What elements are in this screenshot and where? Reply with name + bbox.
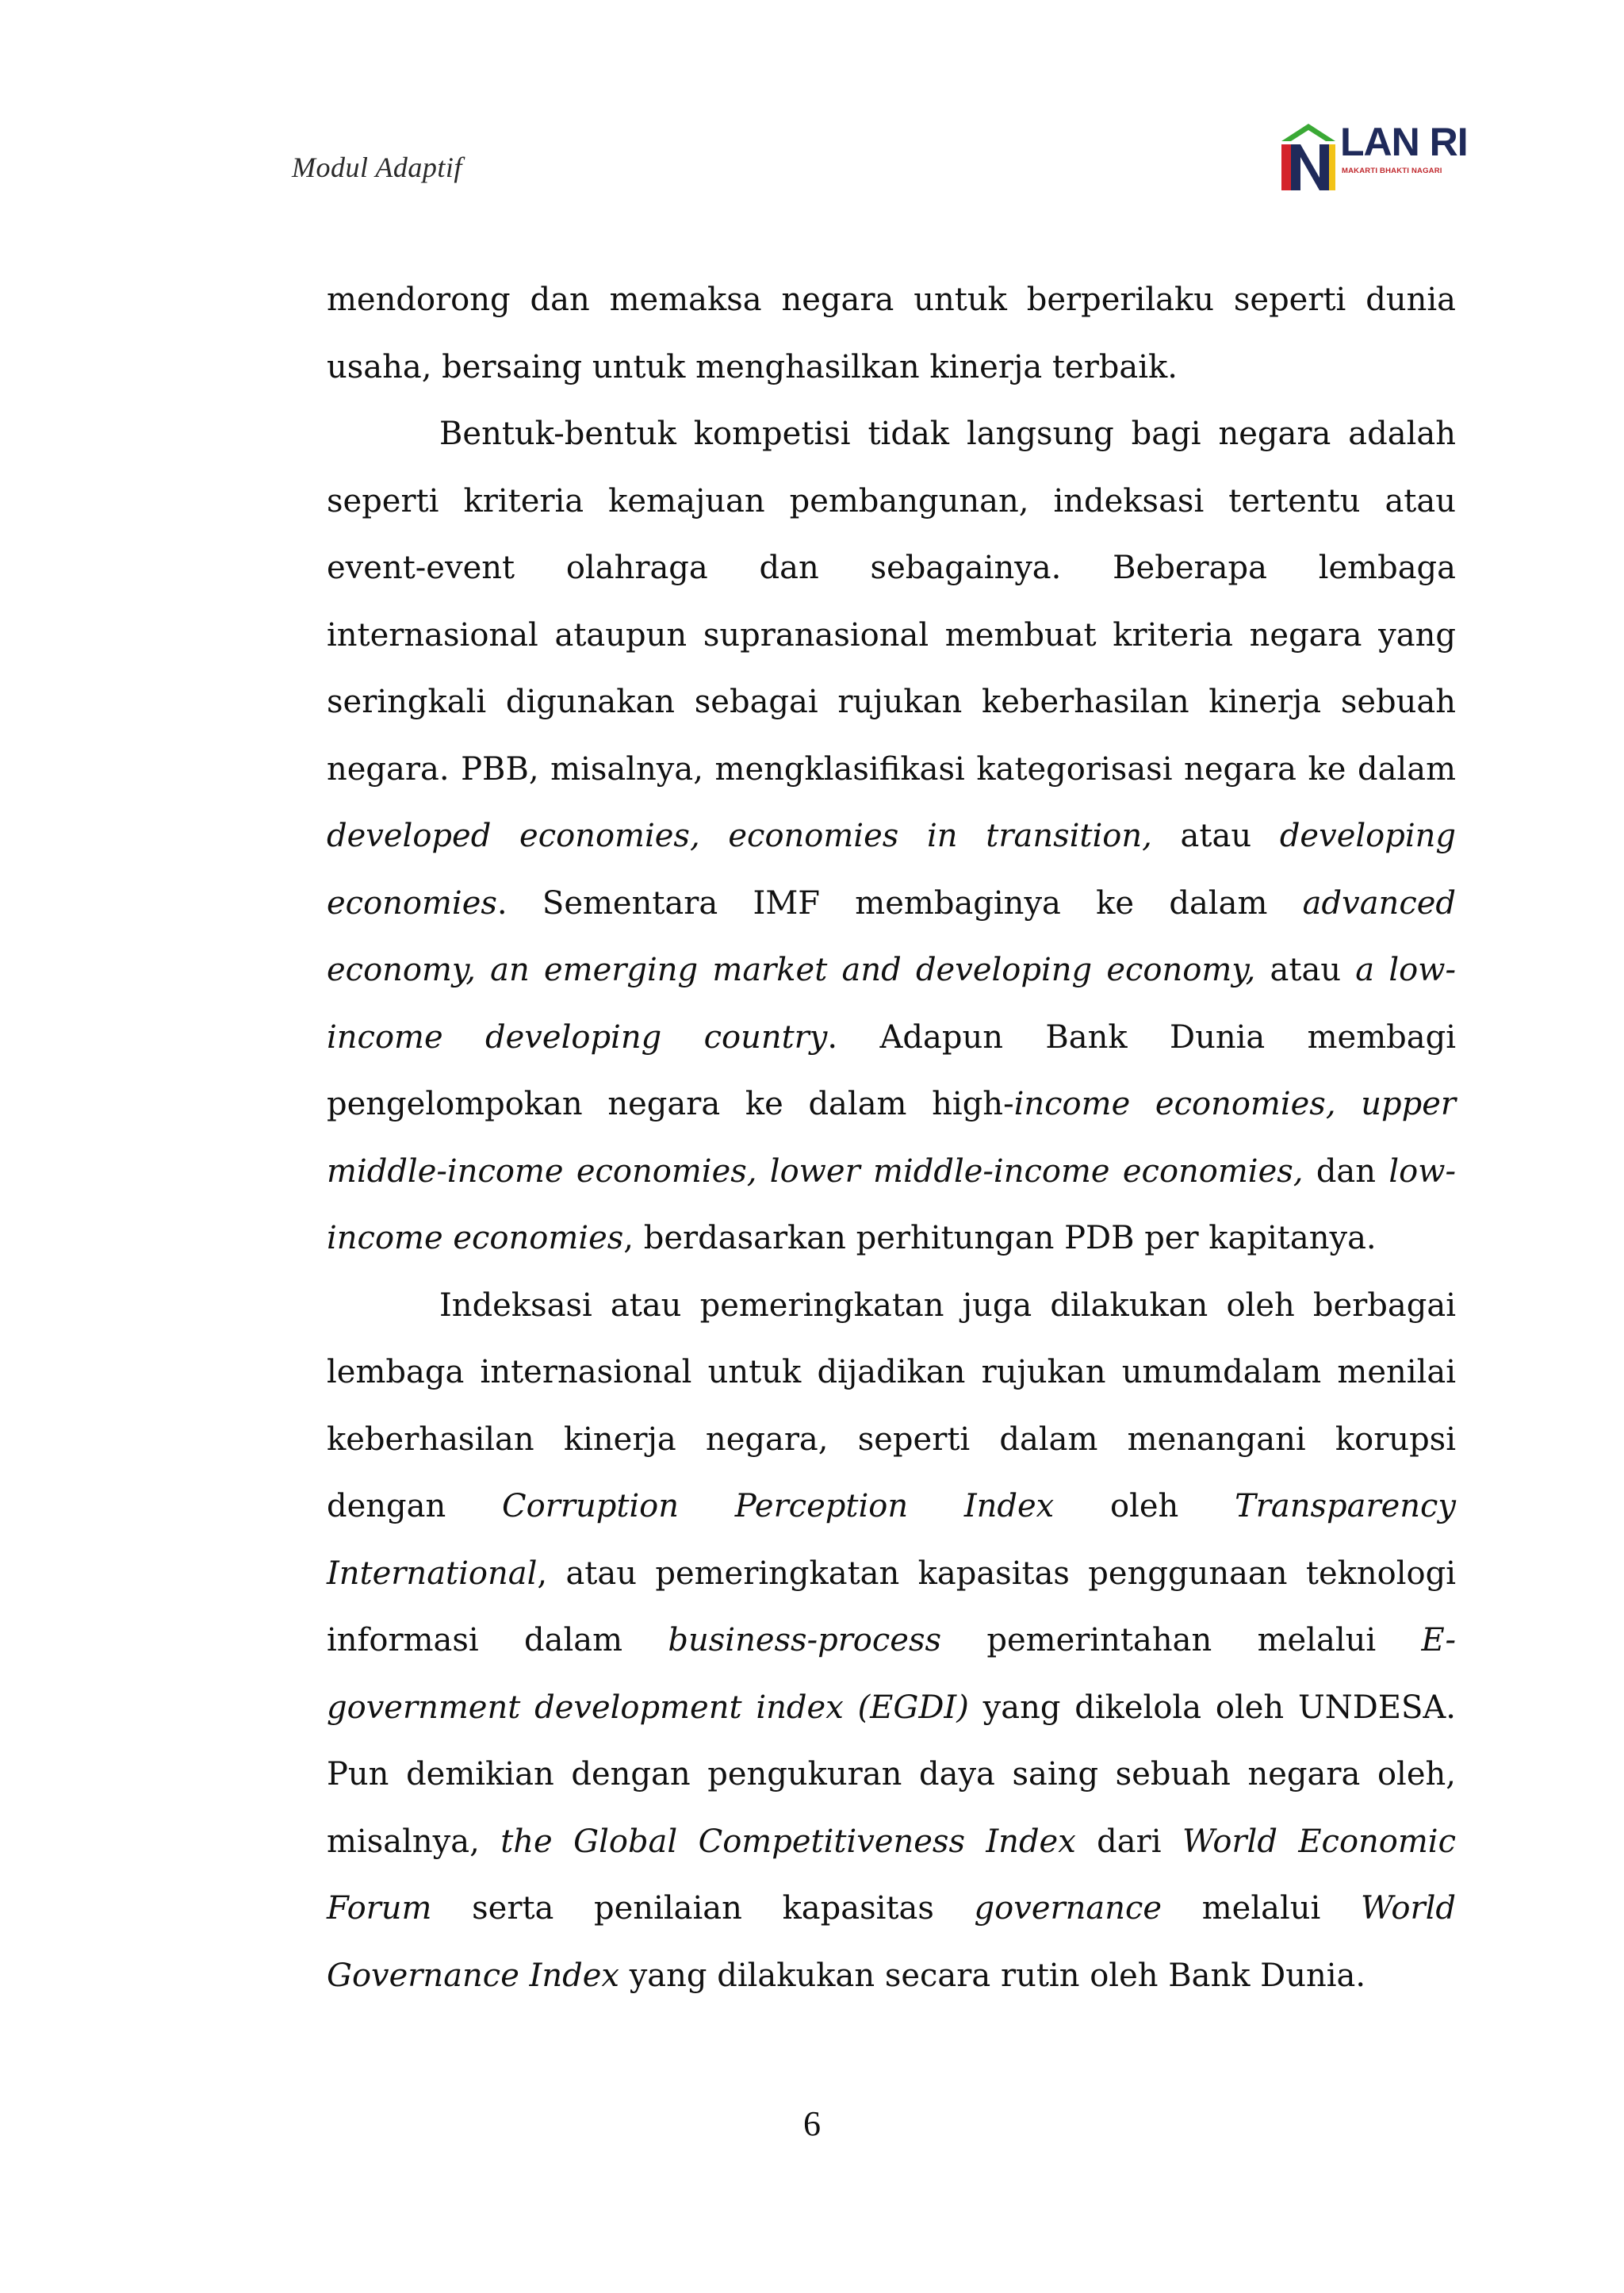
text-run: atau: [1255, 952, 1356, 988]
lan-ri-logo: [1277, 117, 1467, 197]
italic-text-run: income economies, upper middle-income economies, lower middle-income economies,: [327, 1086, 1456, 1190]
italic-text-run: low-income economies: [327, 1152, 1456, 1256]
italic-text-run: developed economies, economies in transition,: [327, 818, 1152, 854]
text-run: melalui: [1162, 1890, 1361, 1927]
text-run: Bentuk-bentuk kompetisi tidak langsung bagi negara adalah seperti kriteria kemajuan pembangunan, indeksasi tertentu atau event-event olahraga dan sebagainya. Beberapa lembaga internasional ataupun supranasional membuat kriteria negara yang seringkali digunakan sebagai rujukan keberhasilan kinerja sebuah negara. PBB, misalnya, mengklasifikasi kategorisasi negara ke dalam: [327, 416, 1456, 788]
paragraph-3: [327, 1272, 1456, 2010]
text-run: yang dilakukan secara rutin oleh Bank Dunia.: [619, 1957, 1366, 1994]
text-run: mendorong dan memaksa negara untuk berperilaku seperti dunia usaha, bersaing untuk menghasilkan kinerja terbaik.: [327, 282, 1456, 385]
text-run: atau: [1151, 818, 1280, 854]
text-run: dan: [1303, 1152, 1389, 1190]
text-run: , atau pemeringkatan kapasitas penggunaan teknologi informasi dalam: [327, 1555, 1456, 1658]
italic-text-run: World Economic Forum: [327, 1823, 1457, 1927]
paragraph-1: [327, 266, 1456, 401]
paragraph-2: [327, 401, 1456, 1272]
text-run: pemerintahan melalui: [941, 1622, 1422, 1658]
running-header-title: Modul Adaptif: [292, 151, 462, 183]
italic-text-run: governance: [974, 1890, 1162, 1927]
italic-text-run: Transparency International: [327, 1488, 1457, 1592]
text-run: yang dikelola oleh UNDESA. Pun demikian dengan pengukuran daya saing sebuah negara oleh, misalnya,: [327, 1689, 1456, 1860]
italic-text-run: Corruption Perception Index: [502, 1488, 1055, 1524]
text-run: . Sementara IMF membaginya ke dalam: [496, 884, 1303, 922]
page-number: 6: [803, 2104, 821, 2143]
lan-ri-logo-mark-icon: [1277, 117, 1340, 197]
body-text: [327, 266, 1456, 2009]
text-run: . Adapun Bank Dunia membagi pengelompokan negara ke dalam high-: [327, 1018, 1456, 1122]
italic-text-run: advanced economy, an emerging market and developing economy,: [327, 884, 1456, 988]
text-run: dari: [1075, 1823, 1182, 1860]
text-run: , berdasarkan perhitungan PDB per kapitanya.: [623, 1220, 1377, 1256]
text-run: Indeksasi atau pemeringkatan juga dilakukan oleh berbagai lembaga internasional untuk dijadikan rujukan umumdalam menilai keberhasilan kinerja negara, seperti dalam menangani korupsi dengan: [327, 1286, 1456, 1524]
lan-ri-logo-tagline: MAKARTI BHAKTI NAGARI: [1342, 167, 1442, 175]
text-run: serta penilaian kapasitas: [431, 1890, 975, 1927]
italic-text-run: the Global Competitiveness Index: [500, 1823, 1076, 1860]
text-run: oleh: [1054, 1488, 1235, 1524]
italic-text-run: developing economies: [327, 818, 1456, 922]
lan-ri-logo-text: LAN RI: [1340, 120, 1468, 164]
italic-text-run: E-government development index (EGDI): [327, 1622, 1456, 1726]
italic-text-run: World Governance Index: [327, 1890, 1456, 1994]
italic-text-run: business-process: [668, 1622, 942, 1658]
italic-text-run: a low-income developing country: [327, 952, 1457, 1056]
